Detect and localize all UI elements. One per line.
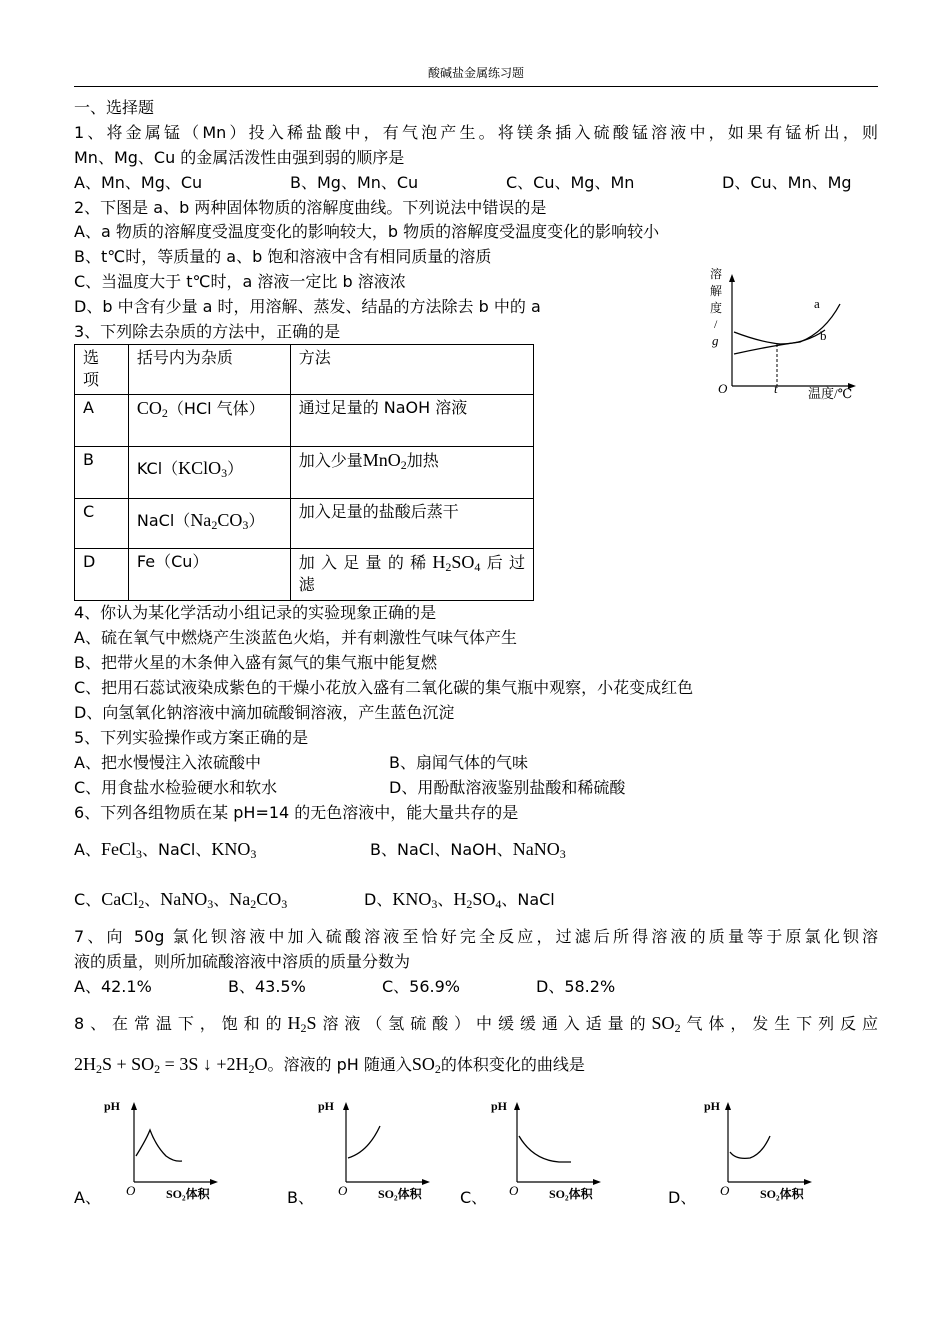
svg-text:pH: pH <box>104 1099 121 1113</box>
svg-text:pH: pH <box>704 1099 721 1113</box>
svg-text:O: O <box>338 1183 348 1198</box>
q5-stem: 5、下列实验操作或方案正确的是 <box>74 728 309 747</box>
curve-a-label: a <box>814 296 820 311</box>
q2-stem: 2、下图是 a、b 两种固体物质的溶解度曲线。下列说法中错误的是 <box>74 198 547 217</box>
table-row <box>75 499 534 549</box>
q6-option-c: C、CaCl$_2$、NaNO$_3$、$Na_2CO_3$ <box>74 889 288 911</box>
table-header-method: 方法 <box>290 345 533 395</box>
q7-option-c: C、56.9% <box>382 977 461 996</box>
q4-option-a: A、硫在氧气中燃烧产生淡蓝色火焰，并有刺激性气味气体产生 <box>74 628 517 647</box>
row-a-option: A <box>75 395 129 447</box>
q3-stem: 3、下列除去杂质的方法中，正确的是 <box>74 322 341 341</box>
svg-text:SO₂体积: SO₂体积 <box>166 1187 210 1201</box>
solubility-graph <box>700 262 880 412</box>
svg-text:O: O <box>509 1183 519 1198</box>
svg-text:SO₂体积: SO₂体积 <box>549 1187 593 1201</box>
q2-option-d: D、b 中含有少量 a 时，用溶解、蒸发、结晶的方法除去 b 中的 a <box>74 297 541 316</box>
svg-text:O: O <box>126 1183 136 1198</box>
page-header: 酸碱盐金属练习题 <box>427 66 524 80</box>
graph-ylabel-1: 溶 <box>710 267 723 281</box>
graph-ylabel-3: 度 <box>710 301 723 315</box>
svg-text:O: O <box>720 1183 730 1198</box>
q6-stem: 6、下列各组物质在某 pH=14 的无色溶液中，能大量共存的是 <box>74 803 519 822</box>
q4-option-b: B、把带火星的木条伸入盛有氮气的集气瓶中能复燃 <box>74 653 437 672</box>
q5-option-c: C、用食盐水检验硬水和软水 <box>74 778 278 797</box>
q1-line2: Mn、Mg、Cu 的金属活泼性由强到弱的顺序是 <box>74 148 405 167</box>
q4-option-c: C、把用石蕊试液染成紫色的干燥小花放入盛有二氧化碳的集气瓶中观察，小花变成红色 <box>74 678 694 697</box>
q8-line1: 8、在常温下，饱和的$H_2S$溶液（氢硫酸）中缓缓通入适量的$SO_2$气体，发生下列反应 <box>74 1013 878 1035</box>
q8-option-b: B、 <box>287 1188 314 1207</box>
row-d-option: D <box>75 549 129 601</box>
ph-graph-b <box>312 1094 452 1214</box>
graph-ylabel-4: / <box>714 317 718 331</box>
q2-option-b: B、t℃时，等质量的 a、b 饱和溶液中含有相同质量的溶质 <box>74 247 492 266</box>
q8-option-a: A、 <box>74 1188 101 1207</box>
svg-text:pH: pH <box>491 1099 508 1113</box>
row-c-option: C <box>75 499 129 549</box>
q5-option-b: B、扇闻气体的气味 <box>389 753 528 772</box>
q7-line2: 液的质量，则所加硫酸溶液中溶质的质量分数为 <box>74 952 411 971</box>
table-header-row <box>75 345 534 395</box>
q2-option-a: A、a 物质的溶解度受温度变化的影响较大，b 物质的溶解度受温度变化的影响较小 <box>74 222 660 241</box>
q1-option-a: A、Mn、Mg、Cu <box>74 173 203 192</box>
q5-option-d: D、用酚酞溶液鉴别盐酸和稀硫酸 <box>389 778 626 797</box>
header-rule <box>74 86 878 87</box>
svg-text:pH: pH <box>318 1099 335 1113</box>
graph-t-label: t <box>774 381 778 396</box>
section-title: 一、选择题 <box>74 98 155 117</box>
q6-option-a: A、FeCl$_3$、NaCl、$KNO_3$ <box>74 839 257 861</box>
q8-option-d: D、 <box>668 1188 697 1207</box>
q1-option-b: B、Mg、Mn、Cu <box>290 173 419 192</box>
q7-line1: 7、向 50g 氯化钡溶液中加入硫酸溶液至恰好完全反应，过滤后所得溶液的质量等于原氯化钡溶 <box>74 927 878 946</box>
ph-graph-a <box>100 1094 240 1214</box>
row-a-impurity: $CO_2(HCl$ 气体） <box>128 395 290 447</box>
row-d-impurity: Fe（Cu） <box>128 549 290 601</box>
table-header-option: 选 项 <box>75 345 129 395</box>
table-row <box>75 395 534 447</box>
q5-option-a: A、把水慢慢注入浓硫酸中 <box>74 753 261 772</box>
q3-table <box>74 344 534 601</box>
q4-option-d: D、向氢氧化钠溶液中滴加硫酸铜溶液，产生蓝色沉淀 <box>74 703 455 722</box>
q7-option-d: D、58.2% <box>536 977 616 996</box>
q1-line1: 1、将金属锰（Mn）投入稀盐酸中，有气泡产生。将镁条插入硫酸锰溶液中，如果有锰析出，则 <box>74 123 878 142</box>
q7-option-a: A、42.1% <box>74 977 152 996</box>
graph-xlabel: 温度/℃ <box>808 386 853 401</box>
graph-ylabel-2: 解 <box>710 284 723 298</box>
curve-b-line <box>734 330 825 344</box>
q1-option-d: D、Cu、Mn、Mg <box>722 173 852 192</box>
q1-option-c: C、Cu、Mg、Mn <box>506 173 635 192</box>
q4-stem: 4、你认为某化学活动小组记录的实验现象正确的是 <box>74 603 437 622</box>
q6-option-b: B、NaCl、NaOH、NaNO$_3$ <box>370 839 566 861</box>
graph-origin: O <box>718 381 728 396</box>
row-b-option: B <box>75 447 129 499</box>
row-c-method: 加入足量的盐酸后蒸干 <box>290 499 533 549</box>
curve-b-label: b <box>820 328 827 343</box>
table-row <box>75 447 534 499</box>
table-header-impurity: 括号内为杂质 <box>128 345 290 395</box>
svg-text:SO₂体积: SO₂体积 <box>378 1187 422 1201</box>
ph-graph-d <box>694 1094 834 1214</box>
q2-option-c: C、当温度大于 t℃时，a 溶液一定比 b 溶液浓 <box>74 272 406 291</box>
row-d-method: 加入足量的稀$H_2SO_4$后过 滤 <box>290 549 533 601</box>
q8-line2: $2H_2S + SO_2 = 3S$ ↓ $+2H_2O$。溶液的 pH 随通入$SO_2$的体积变化的曲线是 <box>74 1054 585 1076</box>
ph-graph-c <box>483 1094 623 1214</box>
table-row <box>75 549 534 601</box>
q6-option-d: D、$KNO_3$、$H_2SO_4$、NaCl <box>364 889 555 911</box>
graph-ylabel-5: g <box>712 333 719 348</box>
q8-option-c: C、 <box>460 1188 488 1207</box>
row-b-impurity: KCl（KClO$_3$） <box>128 447 290 499</box>
q7-option-b: B、43.5% <box>228 977 306 996</box>
row-b-method: 加入少量MnO$_2$加热 <box>290 447 533 499</box>
row-c-impurity: $NaCl(Na_2CO_3)$ <box>128 499 290 549</box>
svg-text:SO₂体积: SO₂体积 <box>760 1187 804 1201</box>
row-a-method: 通过足量的 NaOH 溶液 <box>290 395 533 447</box>
